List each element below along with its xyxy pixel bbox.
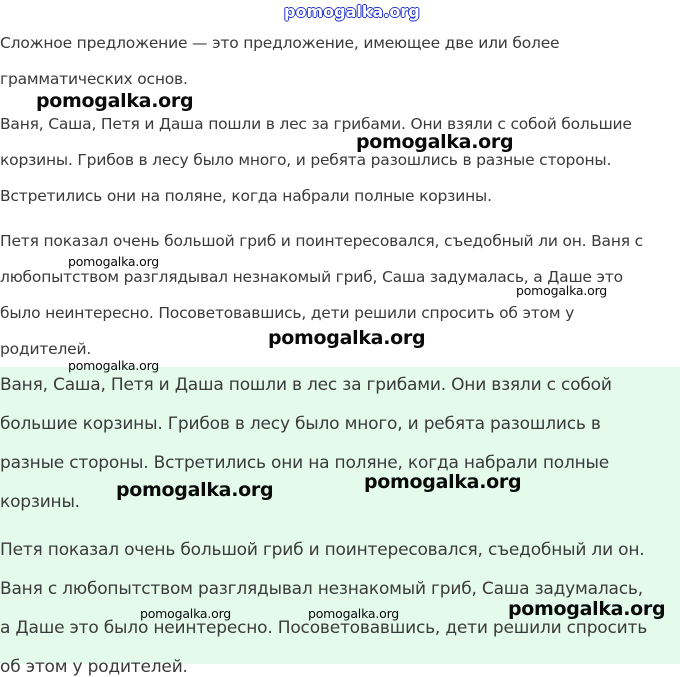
watermark: pomogalka.org [68, 254, 160, 269]
green-p1-line-1: Ваня, Саша, Петя и Даша пошли в лес за грибами. Они взяли с собой [0, 375, 612, 395]
white-p2-line-2: любопытством разглядывал незнакомый гриб, Саша задумалась, а Даше это [0, 268, 623, 286]
green-p1-line-4: корзины. [0, 492, 80, 512]
watermark: pomogalka.org [356, 131, 514, 153]
watermark: pomogalka.org [36, 90, 194, 112]
watermark: pomogalka.org [508, 598, 666, 620]
white-p2-line-1: Петя показал очень большой гриб и поинтересовался, съедобный ли он. Ваня с [0, 232, 643, 250]
definition-line-1: Сложное предложение — это предложение, имеющее две или более [0, 34, 560, 52]
white-p1-line-1: Ваня, Саша, Петя и Даша пошли в лес за грибами. Они взяли с собой большие [0, 115, 632, 133]
watermark: pomogalka.org [516, 283, 608, 298]
watermark: pomogalka.org [68, 358, 160, 373]
watermark: pomogalka.org [116, 479, 274, 501]
green-p1-line-2: большие корзины. Грибов в лесу было много, и ребята разошлись в [0, 414, 601, 434]
site-watermark-top: pomogalka.org [284, 2, 420, 21]
white-p2-line-4: родителей. [0, 340, 92, 358]
watermark: pomogalka.org [140, 606, 232, 621]
green-p2-line-2: Ваня с любопытством разглядывал незнакомый гриб, Саша задумалась, [0, 579, 643, 599]
white-p2-line-3: было неинтересно. Посоветовавшись, дети решили спросить об этом у [0, 304, 575, 322]
white-p1-line-2: корзины. Грибов в лесу было много, и ребята разошлись в разные стороны. [0, 151, 612, 169]
white-p1-line-3: Встретились они на поляне, когда набрали полные корзины. [0, 187, 492, 205]
watermark: pomogalka.org [364, 471, 522, 493]
watermark: pomogalka.org [268, 327, 426, 349]
watermark: pomogalka.org [308, 606, 400, 621]
definition-line-2: грамматических основ. [0, 70, 188, 88]
green-p2-line-1: Петя показал очень большой гриб и поинтересовался, съедобный ли он. [0, 540, 645, 560]
green-p1-line-3: разные стороны. Встретились они на поляне, когда набрали полные [0, 453, 610, 473]
green-p2-line-3: а Даше это было неинтересно. Посоветовавшись, дети решили спросить [0, 618, 648, 638]
green-p2-line-4: об этом у родителей. [0, 657, 188, 677]
